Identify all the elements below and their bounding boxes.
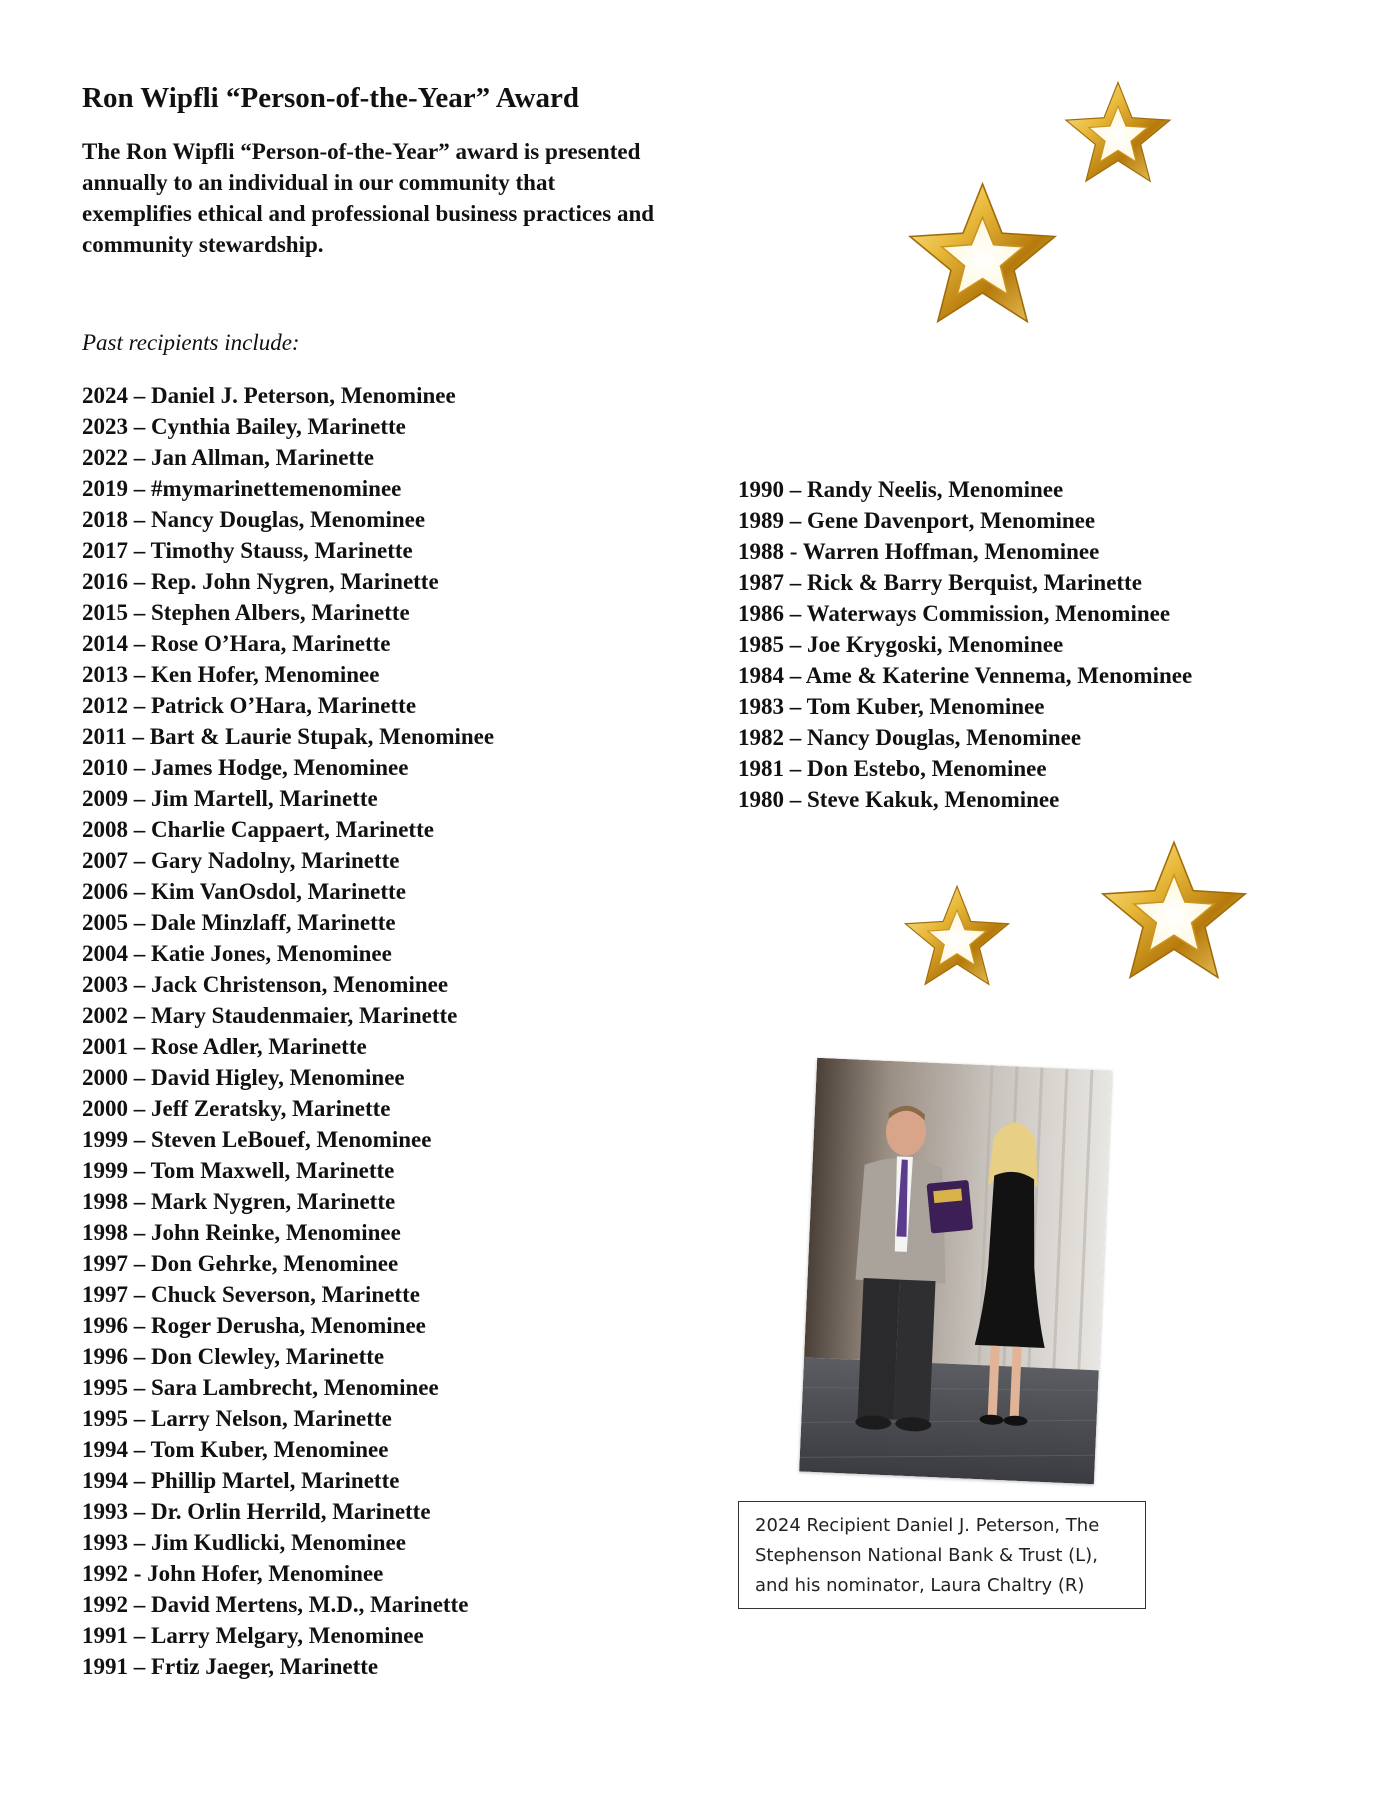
recipients-list-left (82, 380, 494, 1682)
recipient-entry: 2014 – Rose O’Hara, Marinette (82, 631, 391, 656)
recipient-entry: 2002 – Mary Staudenmaier, Marinette (82, 1003, 458, 1028)
recipient-entry: 2016 – Rep. John Nygren, Marinette (82, 569, 439, 594)
star-icon (900, 180, 1065, 340)
recipient-entry: 2018 – Nancy Douglas, Menominee (82, 507, 426, 532)
award-photo (799, 1058, 1112, 1484)
page-title: Ron Wipfli “Person-of-the-Year” Award (82, 82, 579, 114)
recipient-entry: 2003 – Jack Christenson, Menominee (82, 972, 449, 997)
recipient-entry: 1994 – Phillip Martel, Marinette (82, 1468, 400, 1493)
recipient-entry: 1984 – Ame & Katerine Vennema, Menominee (738, 663, 1193, 688)
recipient-entry: 2015 – Stephen Albers, Marinette (82, 600, 410, 625)
recipient-entry: 1992 - John Hofer, Menominee (82, 1561, 384, 1586)
recipient-entry: 1999 – Tom Maxwell, Marinette (82, 1158, 395, 1183)
recipient-entry: 1991 – Frtiz Jaeger, Marinette (82, 1654, 379, 1679)
recipient-entry: 1980 – Steve Kakuk, Menominee (738, 787, 1060, 812)
recipient-entry: 1990 – Randy Neelis, Menominee (738, 477, 1064, 502)
award-description: The Ron Wipfli “Person-of-the-Year” award is presented annually to an individual in our community that exemplifies ethical and professional business practices and community stewardship. (82, 139, 655, 257)
recipient-entry: 2011 – Bart & Laurie Stupak, Menominee (82, 724, 495, 749)
recipient-entry: 2009 – Jim Martell, Marinette (82, 786, 378, 811)
recipient-entry: 1988 - Warren Hoffman, Menominee (738, 539, 1100, 564)
recipient-entry: 1993 – Jim Kudlicki, Menominee (82, 1530, 406, 1555)
recipient-entry: 1985 – Joe Krygoski, Menominee (738, 632, 1064, 657)
past-recipients-label: Past recipients include: (82, 330, 300, 355)
star-icon (1058, 80, 1178, 194)
recipient-entry: 2022 – Jan Allman, Marinette (82, 445, 374, 470)
recipient-entry: 1999 – Steven LeBouef, Menominee (82, 1127, 432, 1152)
recipient-entry: 2007 – Gary Nadolny, Marinette (82, 848, 400, 873)
photo-caption-box (738, 1501, 1146, 1609)
recipient-entry: 1997 – Don Gehrke, Menominee (82, 1251, 399, 1276)
recipient-entry: 1998 – John Reinke, Menominee (82, 1220, 401, 1245)
recipient-entry: 2013 – Ken Hofer, Menominee (82, 662, 380, 687)
star-icon (898, 884, 1016, 997)
photo-caption: 2024 Recipient Daniel J. Peterson, The Stephenson National Bank & Trust (L), and his nominator, Laura Chaltry (R) (755, 1515, 1100, 1596)
recipients-list-right (738, 474, 1192, 815)
recipient-entry: 2024 – Daniel J. Peterson, Menominee (82, 383, 456, 408)
recipient-entry: 1996 – Don Clewley, Marinette (82, 1344, 385, 1369)
recipient-entry: 1986 – Waterways Commission, Menominee (738, 601, 1171, 626)
recipient-entry: 2017 – Timothy Stauss, Marinette (82, 538, 413, 563)
recipient-entry: 1989 – Gene Davenport, Menominee (738, 508, 1096, 533)
recipient-entry: 2019 – #mymarinettemenominee (82, 476, 402, 501)
recipient-entry: 1991 – Larry Melgary, Menominee (82, 1623, 424, 1648)
recipient-entry: 1983 – Tom Kuber, Menominee (738, 694, 1045, 719)
recipient-entry: 1993 – Dr. Orlin Herrild, Marinette (82, 1499, 431, 1524)
recipient-entry: 1992 – David Mertens, M.D., Marinette (82, 1592, 469, 1617)
recipient-entry: 2008 – Charlie Cappaert, Marinette (82, 817, 434, 842)
recipient-entry: 2001 – Rose Adler, Marinette (82, 1034, 367, 1059)
recipient-entry: 1987 – Rick & Barry Berquist, Marinette (738, 570, 1142, 595)
recipient-entry: 2005 – Dale Minzlaff, Marinette (82, 910, 396, 935)
recipient-entry: 2012 – Patrick O’Hara, Marinette (82, 693, 417, 718)
star-icon (1093, 838, 1255, 996)
recipient-entry: 1996 – Roger Derusha, Menominee (82, 1313, 426, 1338)
recipient-entry: 2023 – Cynthia Bailey, Marinette (82, 414, 406, 439)
recipient-entry: 1995 – Sara Lambrecht, Menominee (82, 1375, 439, 1400)
recipient-entry: 1995 – Larry Nelson, Marinette (82, 1406, 392, 1431)
recipient-entry: 1982 – Nancy Douglas, Menominee (738, 725, 1082, 750)
recipient-entry: 2000 – Jeff Zeratsky, Marinette (82, 1096, 391, 1121)
recipient-entry: 1994 – Tom Kuber, Menominee (82, 1437, 389, 1462)
recipient-entry: 1998 – Mark Nygren, Marinette (82, 1189, 396, 1214)
recipient-entry: 1981 – Don Estebo, Menominee (738, 756, 1047, 781)
recipient-entry: 2004 – Katie Jones, Menominee (82, 941, 392, 966)
recipient-entry: 2006 – Kim VanOsdol, Marinette (82, 879, 406, 904)
recipient-entry: 2010 – James Hodge, Menominee (82, 755, 409, 780)
recipient-entry: 1997 – Chuck Severson, Marinette (82, 1282, 420, 1307)
recipient-entry: 2000 – David Higley, Menominee (82, 1065, 405, 1090)
